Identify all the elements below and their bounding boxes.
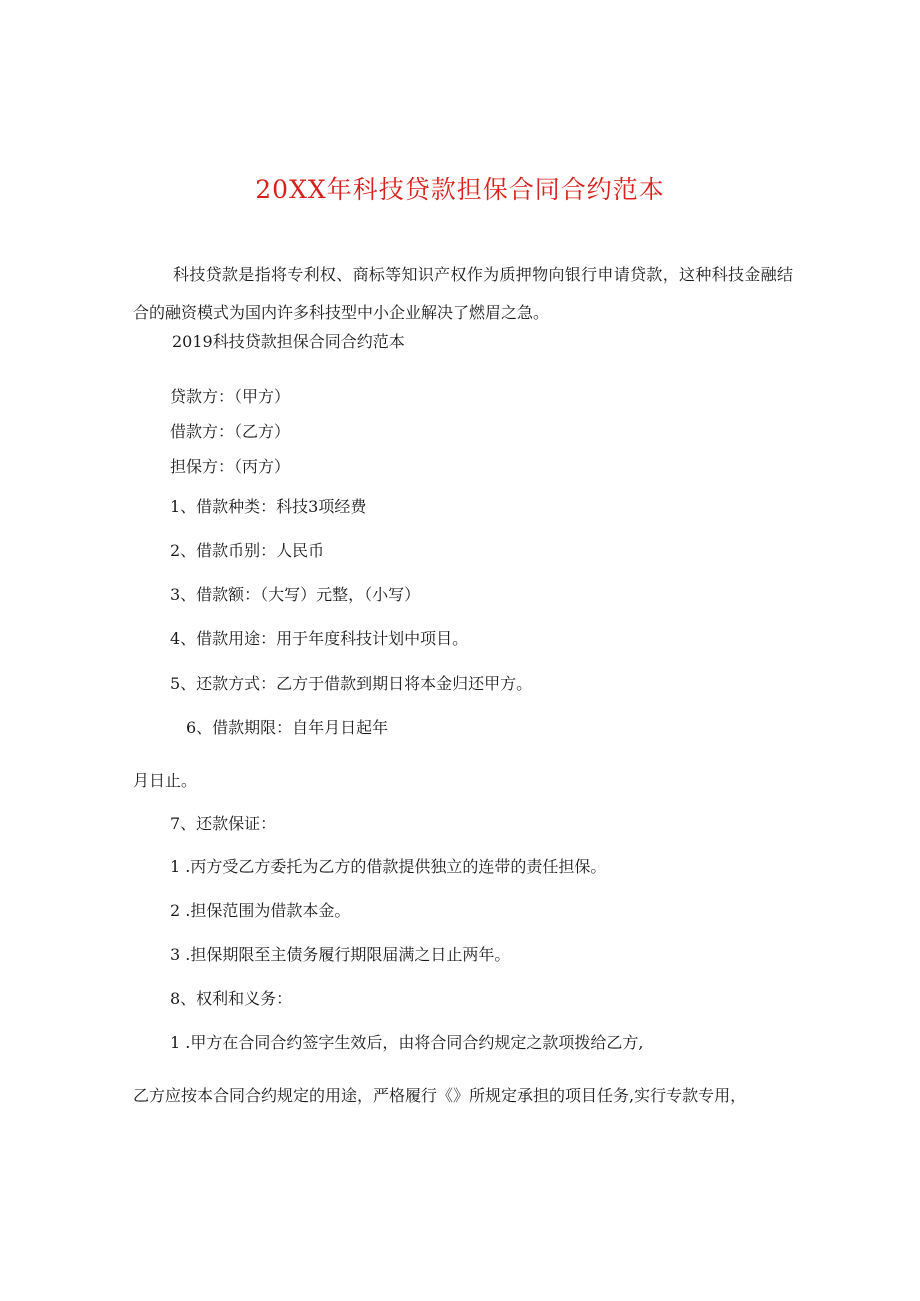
clause-8: 8、权利和义务：	[170, 989, 293, 1008]
document-title: 20XX年科技贷款担保合同合约范本	[255, 175, 665, 204]
clause-5: 5、还款方式：乙方于借款到期日将本金归还甲方。	[170, 674, 533, 693]
party-guarantor: 担保方：（丙方）	[170, 457, 291, 476]
clause-4: 4、借款用途：用于年度科技计划中项目。	[170, 629, 469, 648]
clause-7: 7、还款保证：	[170, 814, 277, 833]
party-borrower: 借款方：（乙方）	[170, 422, 291, 441]
subtitle: 2019科技贷款担保合同合约范本	[172, 332, 405, 351]
party-lender: 贷款方：（甲方）	[170, 387, 291, 406]
clause-3: 3、借款额：（大写）元整，（小写）	[170, 585, 421, 604]
clause-1: 1、借款种类：科技3项经费	[170, 497, 367, 516]
clause-8-item-1-continuation: 乙方应按本合同合约规定的用途，严格履行《》所规定承担的项目任务,实行专款专用，	[133, 1086, 747, 1105]
clause-6-continuation: 月日止。	[133, 771, 198, 790]
clause-7-item-2: 2 .担保范围为借款本金。	[170, 901, 351, 920]
clause-7-item-3: 3 .担保期限至主债务履行期限届满之日止两年。	[170, 945, 511, 964]
intro-paragraph: 科技贷款是指将专利权、商标等知识产权作为质押物向银行申请贷款，这种科技金融结合的融资模式为国内许多科技型中小企业解决了燃眉之急。	[133, 265, 793, 322]
clause-6: 6、借款期限：自年月日起年	[186, 718, 389, 737]
clause-7-item-1: 1 .丙方受乙方委托为乙方的借款提供独立的连带的责任担保。	[170, 857, 607, 876]
clause-8-item-1: 1 .甲方在合同合约签字生效后，由将合同合约规定之款项拨给乙方,	[170, 1033, 644, 1052]
clause-2: 2、借款币别：人民币	[170, 541, 325, 560]
